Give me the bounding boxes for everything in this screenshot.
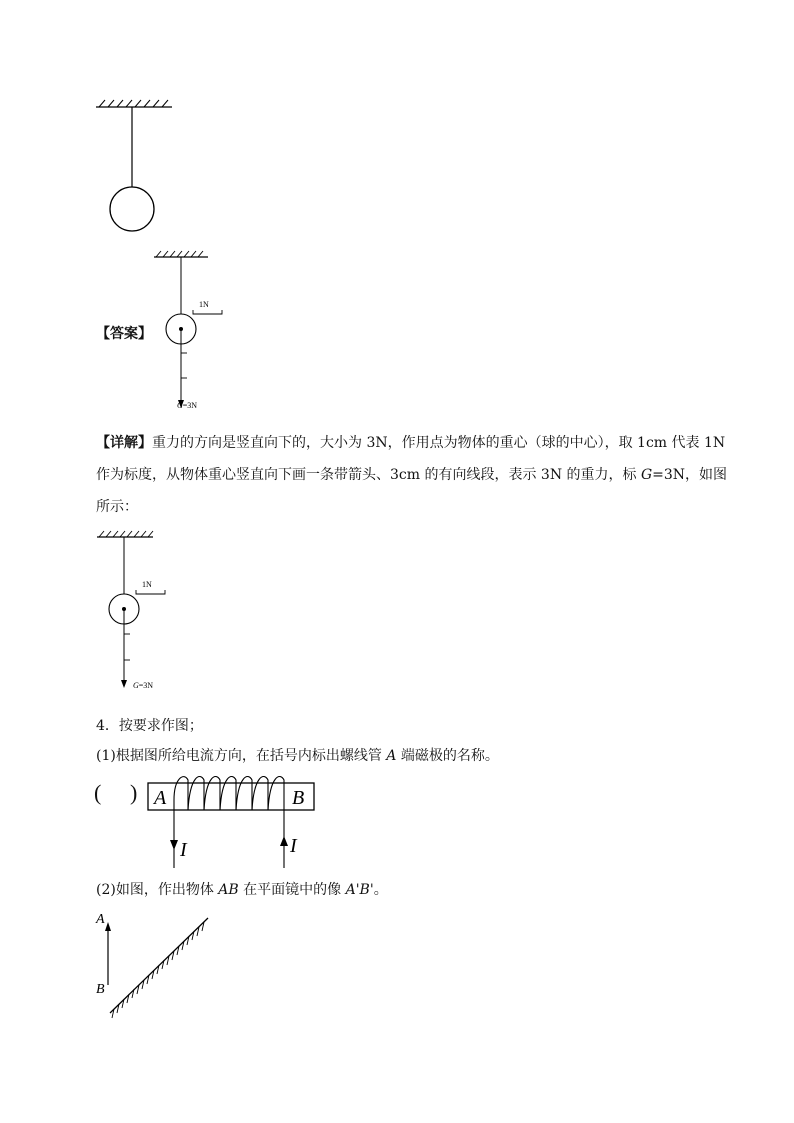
solenoid-end-b: B — [292, 787, 305, 809]
answer-figure — [150, 248, 240, 413]
answer-bracket-close: ) — [130, 780, 138, 805]
current-label-right: I — [290, 835, 297, 857]
detail-line-3: 所示： — [96, 499, 138, 515]
question-4-part-2: (2)如图，作出物体 AB 在平面镜中的像 A'B'。 — [96, 882, 388, 898]
gravity-label: G=3N — [177, 401, 198, 410]
object-label-a: A — [96, 912, 105, 927]
scale-label: 1N — [199, 300, 209, 309]
ceiling-hatch — [156, 251, 203, 257]
ball-circle — [110, 187, 154, 231]
scale-label: 1N — [142, 580, 152, 589]
solenoid-core — [148, 783, 314, 810]
scale-bracket — [136, 590, 165, 594]
answer-label: 【答案】 — [96, 326, 152, 342]
gravity-arrowhead — [121, 680, 127, 688]
gravity-label: G=3N — [133, 681, 154, 690]
question-4-part-1: (1)根据图所给电流方向，在括号内标出螺线管 A 端磁极的名称。 — [96, 748, 499, 764]
ceiling-hatch — [99, 531, 153, 537]
current-arrow-up — [280, 836, 288, 846]
detail-line-1: 【详解】重力的方向是竖直向下的，大小为 3N，作用点为物体的重心（球的中心），取 1cm 代表 1N — [96, 435, 726, 451]
pendulum-figure — [90, 95, 180, 235]
solenoid-end-a: A — [154, 787, 167, 809]
current-label-left: I — [180, 839, 187, 861]
mirror-figure — [90, 905, 220, 1030]
detail-line-2: 作为标度，从物体重心竖直向下画一条带箭头、3cm 的有向线段，表示 3N 的重力，标 G=3N，如图 — [96, 467, 728, 483]
solenoid-figure — [140, 770, 320, 875]
ceiling-hatch — [99, 100, 168, 107]
current-arrow-down — [170, 840, 178, 850]
detail-label: 【详解】 — [96, 435, 152, 451]
mirror-hatch — [112, 922, 204, 1018]
detail-figure — [93, 528, 183, 693]
scale-bracket — [193, 310, 222, 314]
solenoid-coil — [174, 776, 284, 868]
object-arrowhead — [105, 922, 111, 931]
question-4-title: 4．按要求作图； — [96, 718, 203, 734]
answer-bracket-open: ( — [94, 780, 102, 805]
object-label-b: B — [96, 982, 105, 997]
